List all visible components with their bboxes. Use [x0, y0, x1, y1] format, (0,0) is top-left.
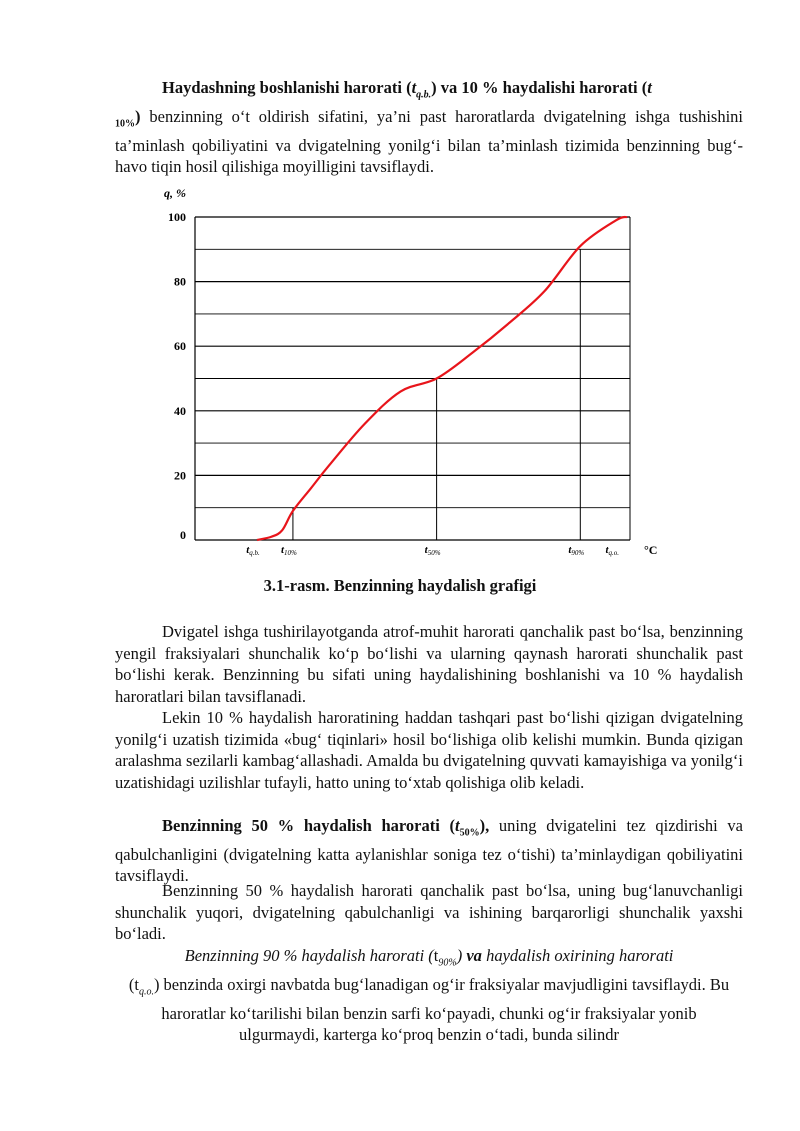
x-tick-label: [281, 544, 297, 557]
text-run: ): [456, 946, 467, 965]
x-tick-symbol: t: [246, 544, 250, 556]
text-run: Benzinning 50 % haydalish harorati (: [162, 816, 455, 835]
paragraph-6: [128, 945, 730, 1046]
text-run: va: [466, 946, 482, 965]
x-axis-ticks: [246, 544, 619, 557]
text-run: uning dvigatelini tez qizdirishi va qabulchanligini (dvigatelning katta aylanishlar soniga tez o‘tishi) ta’minlaydigan qobiliyatini tavsiflaydi.: [115, 816, 743, 886]
paragraph-5: Benzinning 50 % haydalish harorati qanchalik past bo‘lsa, uning bug‘lanuvchanligi shunchalik yuqori, dvigatelning qabulchanligi va ishining barqarorligi shunchalik yaxshi bo‘ladi.: [115, 881, 743, 943]
y-tick-label: 100: [168, 210, 186, 224]
y-axis-label: q, %: [164, 186, 186, 200]
text-run: ): [135, 106, 141, 126]
x-tick-subscript: 50%: [427, 549, 441, 557]
x-tick-subscript: q.o.: [608, 549, 620, 557]
text-run: ) va 10 % haydalishi harorati (: [431, 78, 648, 97]
text-run: haydalish oxirining harorati: [481, 946, 674, 965]
x-tick-symbol: t: [424, 544, 428, 556]
subscript: 90%: [438, 957, 457, 969]
symbol-t: t: [647, 78, 652, 97]
text-run: Haydashning boshlanishi harorati (: [162, 78, 412, 97]
x-tick-label: [246, 544, 260, 557]
subscript: 50%: [459, 827, 480, 839]
text-run: ) benzinda oxirgi navbatda bug‘lanadigan og‘ir fraksiyalar mavjudligini tavsiflaydi. Bu haroratlar ko‘tarilishi bilan benzin sarfi ko‘payadi, chunki og‘ir fraksiyalar yonib ulgurmaydi, karterga ko‘proq benzin o‘tadi, bunda silindr: [153, 974, 730, 1045]
x-tick-subscript: 10%: [284, 549, 297, 557]
x-tick-label: [568, 544, 584, 557]
x-tick-symbol: t: [568, 544, 572, 556]
subscript: q.b.: [416, 89, 432, 101]
y-tick-label: 80: [174, 274, 186, 289]
x-tick-symbol: t: [605, 544, 609, 556]
symbol-t: t: [433, 946, 439, 965]
x-tick-label: [425, 544, 441, 557]
symbol-t: (t: [128, 974, 139, 994]
paragraph-4: [115, 815, 743, 887]
symbol-t: t: [411, 78, 417, 97]
symbol-t: t: [455, 816, 460, 835]
x-tick-subscript: 90%: [571, 549, 585, 557]
text-run: ),: [479, 816, 490, 835]
paragraph-2: Dvigatel ishga tushirilayotganda atrof-muhit harorati qanchalik past bo‘lsa, benzinning yengil fraksiyalari shunchalik ko‘p bo‘lishi va ularning qaynash harorati shunchalik past bo‘lishi kerak. Benzinning bu sifati uning haydalishining boshlanishi va 10 % haydalish haroratlari bilan tavsiflanadi.: [115, 622, 743, 706]
x-tick-symbol: t: [280, 544, 285, 556]
y-tick-label: 0: [180, 528, 186, 542]
text-run: benzinning o‘t oldirish sifatini, ya’ni past haroratlarda dvigatelning ishga tushishini ta’minlash qobiliyatini va dvigatelning yonilg‘i bilan ta’minlash tizimida benzinning bug‘-havo tiqin hosil qilishiga moyilligini tavsiflaydi.: [115, 106, 743, 177]
subscript: q.o.: [138, 986, 154, 998]
x-axis-unit: °C: [644, 543, 658, 557]
chart-guide-lines: [293, 249, 580, 540]
y-axis-ticks: [168, 210, 186, 542]
y-tick-label: 60: [174, 339, 186, 354]
y-tick-label: 20: [174, 468, 186, 483]
distillation-chart: [150, 180, 660, 565]
paragraph-intro: [115, 77, 743, 178]
x-tick-label: [605, 544, 619, 557]
text-run: Benzinning 90 % haydalish harorati (: [184, 946, 434, 965]
y-tick-label: 40: [174, 403, 186, 418]
term-50-temp: [162, 816, 490, 839]
subscript: 10%: [115, 118, 135, 130]
figure-caption: 3.1-rasm. Benzinning haydalish grafigi: [263, 576, 537, 595]
x-tick-subscript: q.b.: [249, 549, 260, 557]
paragraph-3: Lekin 10 % haydalish haroratining haddan tashqari past bo‘lishi qizigan dvigatelning yonilg‘i uzatish tizimida «bug‘ tiqinlari» hosil bo‘lishiga olib kelishi mumkin. Bunda qizigan aralashma sezilarli kambag‘allashadi. Amalda bu dvigatelning quvvati kamayishiga va yonilg‘i uzatishidagi uzilishlar tufayli, hatto uning to‘xtab qolishiga olib keladi.: [115, 708, 743, 792]
